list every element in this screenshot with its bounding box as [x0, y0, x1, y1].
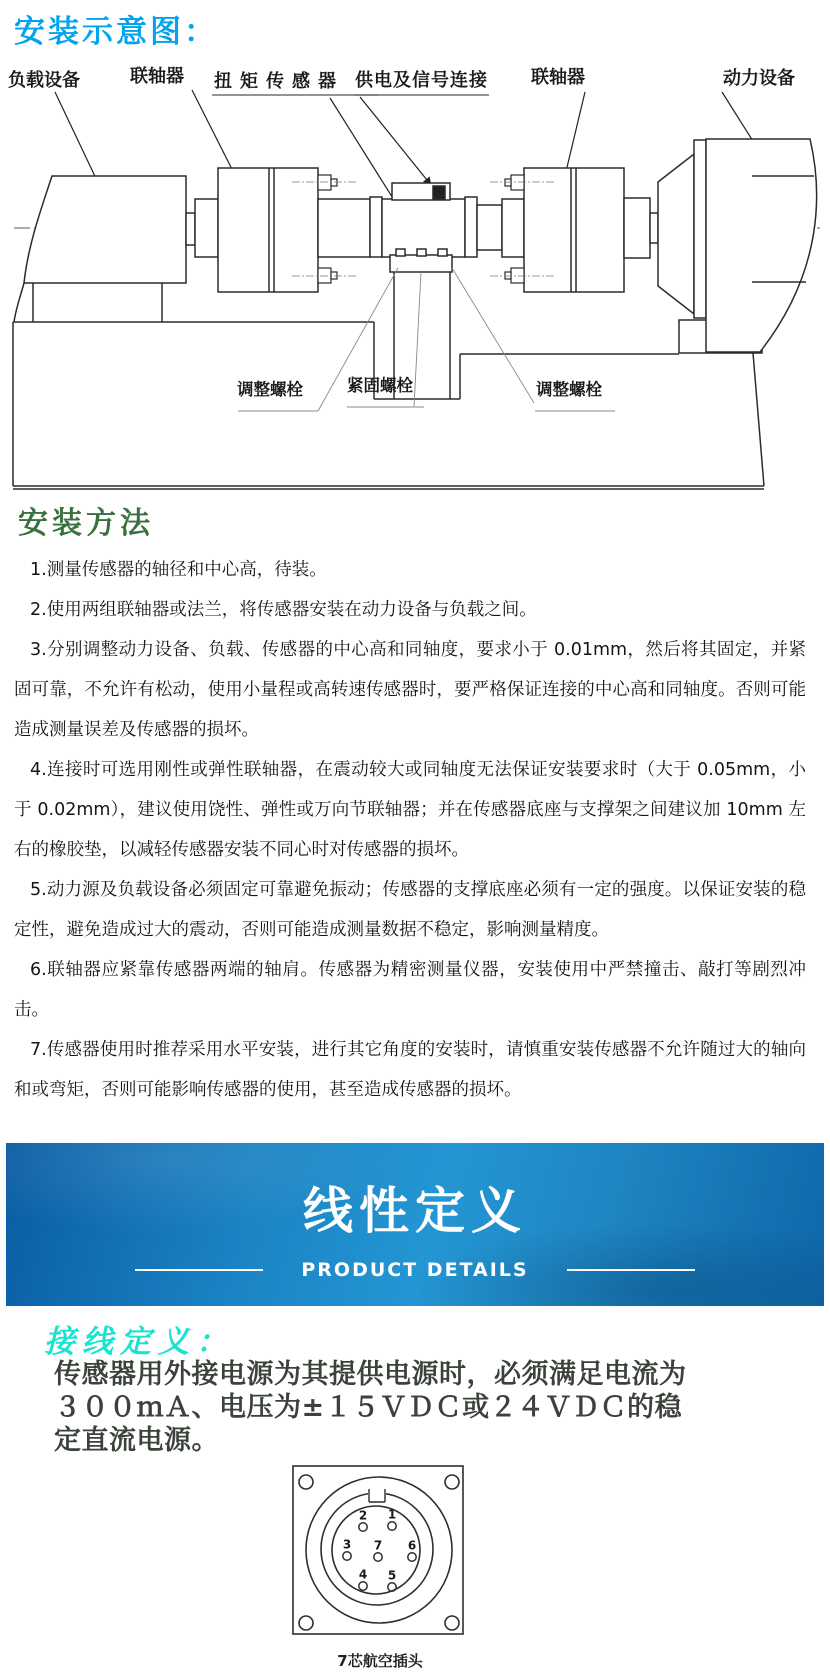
installation-diagram — [0, 50, 830, 495]
pin-4-circle — [359, 1582, 367, 1590]
install-steps — [14, 550, 814, 1110]
pin-4-label: 4 — [358, 1567, 368, 1582]
pin-group — [343, 1508, 416, 1592]
label-adjust-bolt-right: 调整螺栓 — [536, 380, 602, 399]
pin-2-circle — [359, 1523, 367, 1531]
install-step: 5.动力源及负载设备必须固定可靠避免振动；传感器的支撑底座必须有一定的强度。以保证安装的稳定性，避免造成过大的震动，否则可能造成测量数据不稳定，影响测量精度。 — [14, 880, 806, 940]
pin-5-circle — [388, 1583, 396, 1591]
power-text-line: ３００ｍＡ、电压为±１５ＶＤＣ或２４ＶＤＣ的稳 — [54, 1392, 683, 1423]
label-power-signal: 供电及信号连接 — [355, 70, 488, 91]
install-step: 6.联轴器应紧靠传感器两端的轴肩。传感器为精密测量仪器，安装使用中严禁撞击、敲打等剧烈冲击。 — [14, 960, 806, 1020]
keyway-notch — [368, 1488, 386, 1498]
connector-diagram-block — [288, 1462, 472, 1671]
pin-6-label: 6 — [407, 1538, 417, 1553]
power-text-line: 传感器用外接电源为其提供电源时，必须满足电流为 — [54, 1359, 687, 1390]
label-torque-sensor: 扭矩传感器 — [214, 71, 344, 92]
power-requirement-text — [54, 1358, 802, 1457]
label-coupling-right: 联轴器 — [531, 67, 585, 88]
install-step: 1.测量传感器的轴径和中心高，待装。 — [30, 560, 327, 580]
pin-5-label: 5 — [387, 1568, 397, 1583]
label-power-device: 动力设备 — [723, 68, 795, 89]
label-load-device: 负载设备 — [8, 70, 80, 91]
machine-shapes — [14, 139, 817, 399]
banner-subtitle: PRODUCT DETAILS — [301, 1259, 529, 1281]
pin-7-label: 7 — [373, 1538, 383, 1553]
install-step: 2.使用两组联轴器或法兰，将传感器安装在动力设备与负载之间。 — [30, 600, 537, 620]
label-coupling-left: 联轴器 — [130, 66, 184, 87]
pin-1-label: 1 — [387, 1507, 397, 1522]
install-step: 4.连接时可选用刚性或弹性联轴器，在震动较大或同轴度无法保证安装要求时（大于 0.05mm，小于 0.02mm），建议使用饶性、弹性或万向节联轴器；并在传感器底座与支撑架之间建议加 10mm 左右的橡胶垫，以减轻传感器安装不同心时对传感器的损坏。 — [14, 760, 806, 860]
connector-caption: 7芯航空插头 — [337, 1652, 423, 1670]
install-step: 7.传感器使用时推荐采用水平安装，进行其它角度的安装时，请慎重安装传感器不允许随过大的轴向和或弯矩，否则可能影响传感器的使用，甚至造成传感器的损坏。 — [14, 1040, 806, 1100]
pin-7-circle — [374, 1553, 382, 1561]
banner-subtitle-row — [6, 1259, 824, 1281]
wiring-definition-heading: 接线定义： — [44, 1324, 234, 1360]
pin-3-circle — [343, 1552, 351, 1560]
install-step: 3.分别调整动力设备、负载、传感器的中心高和同轴度，要求小于 0.01mm，然后将其固定，并紧固可靠，不允许有松动，使用小量程或高转速传感器时，要严格保证连接的中心高和同轴度。否则可能造成测量误差及传感器的损坏。 — [14, 640, 806, 740]
product-details-banner — [6, 1143, 824, 1306]
power-text-line: 定直流电源。 — [54, 1425, 219, 1456]
pin-3-label: 3 — [342, 1537, 352, 1552]
install-method-heading: 安装方法 — [18, 506, 154, 541]
page-title: 安装示意图： — [14, 14, 218, 50]
foundation — [13, 322, 764, 489]
pin-2-label: 2 — [358, 1508, 368, 1523]
pin-1-circle — [388, 1522, 396, 1530]
subtitle-rule-right — [567, 1269, 695, 1271]
subtitle-rule-left — [135, 1269, 263, 1271]
banner-title: 线性定义 — [303, 1182, 527, 1240]
aviation-plug-diagram — [288, 1462, 472, 1644]
pin-6-circle — [408, 1553, 416, 1561]
label-fasten-bolt: 紧固螺栓 — [347, 376, 413, 395]
label-adjust-bolt-left: 调整螺栓 — [237, 380, 303, 399]
